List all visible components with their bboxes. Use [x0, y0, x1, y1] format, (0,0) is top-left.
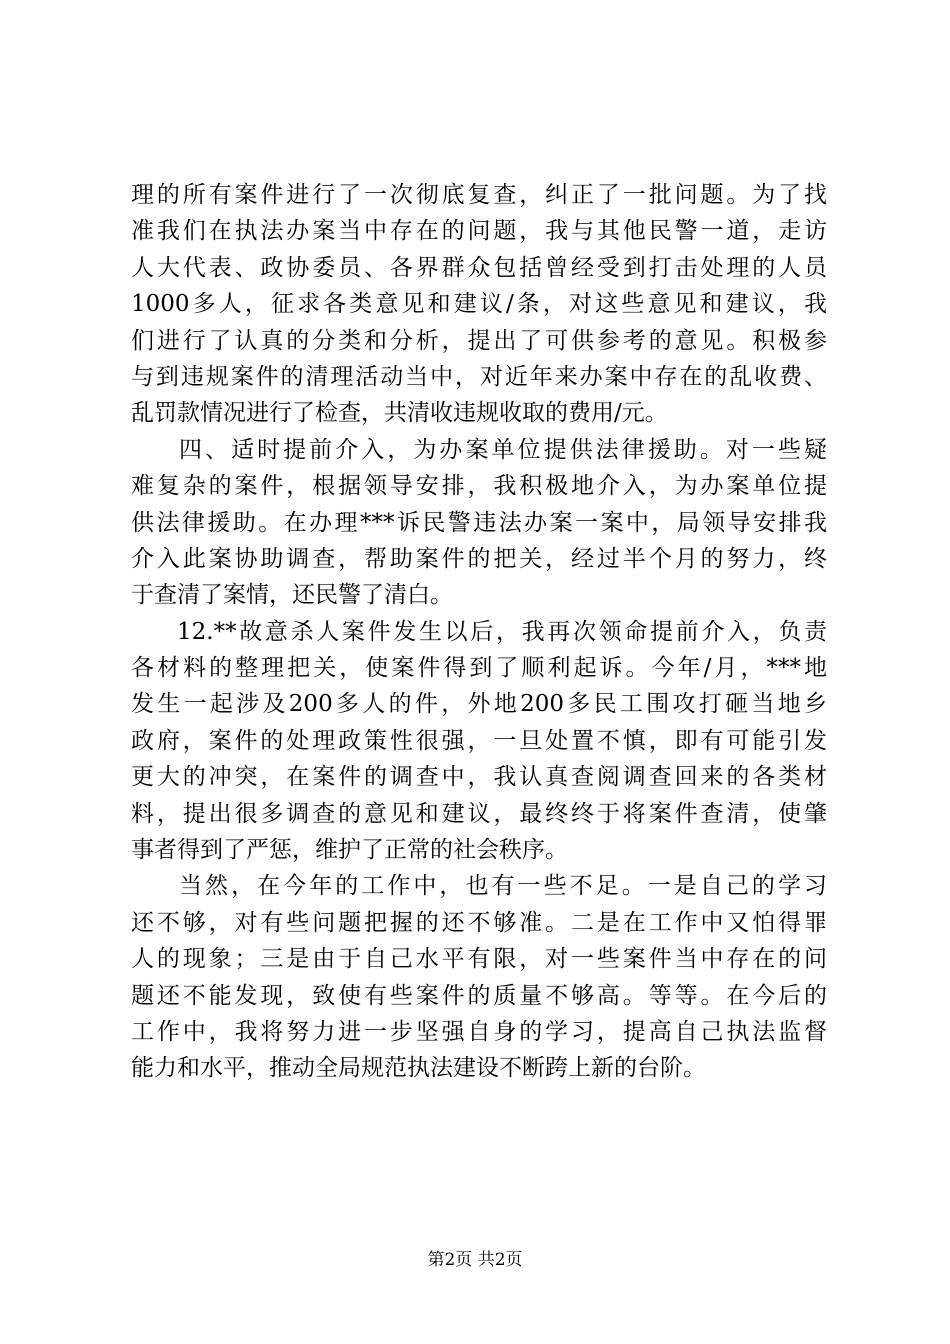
paragraph-3-line-2: 各材料的整理把关，使案件得到了顺利起诉。今年/月，***地 [131, 655, 827, 682]
page-number-footer: 第2页 共2页 [427, 1250, 523, 1270]
paragraph-4-line-4: 题还不能发现，致使有些案件的质量不够高。等等。在今后的 [131, 982, 827, 1009]
document-body [131, 177, 827, 1087]
paragraph-1-line-5: 们进行了认真的分类和分析，提出了可供参考的意见。积极参 [131, 327, 827, 354]
paragraph-3-line-4: 政府，案件的处理政策性很强，一旦处置不慎，即有可能引发 [131, 727, 827, 754]
paragraph-3-line-3: 发生一起涉及200多人的件，外地200多民工围攻打砸当地乡 [131, 691, 827, 718]
paragraph-2-line-5: 于查清了案情，还民警了清白。 [131, 582, 453, 609]
paragraph-4-line-6: 能力和水平，推动全局规范执法建设不断跨上新的台阶。 [131, 1055, 706, 1082]
paragraph-1-line-3: 人大代表、政协委员、各界群众包括曾经受到打击处理的人员 [131, 254, 827, 281]
paragraph-1-line-1: 理的所有案件进行了一次彻底复查，纠正了一批问题。为了找 [131, 182, 827, 208]
paragraph-3-line-1: 12.**故意杀人案件发生以后，我再次领命提前介入，负责 [177, 618, 827, 645]
paragraph-1-line-7: 乱罚款情况进行了检查，共清收违规收取的费用/元。 [131, 400, 668, 427]
paragraph-2-line-4: 介入此案协助调查，帮助案件的把关，经过半个月的努力，终 [131, 545, 827, 572]
paragraph-4-line-5: 工作中，我将努力进一步坚强自身的学习，提高自己执法监督 [131, 1018, 827, 1045]
paragraph-3-line-6: 料，提出很多调查的意见和建议，最终终于将案件查清，使肇 [131, 800, 827, 827]
paragraph-4-line-2: 还不够，对有些问题把握的还不够准。二是在工作中又怕得罪 [131, 909, 827, 936]
paragraph-2-line-3: 供法律援助。在办理***诉民警违法办案一案中，局领导安排我 [131, 509, 827, 536]
paragraph-4-line-1: 当然，在今年的工作中，也有一些不足。一是自己的学习 [179, 873, 827, 900]
paragraph-2-line-1: 四、适时提前介入，为办案单位提供法律援助。对一些疑 [179, 436, 827, 463]
paragraph-1-line-6: 与到违规案件的清理活动当中，对近年来办案中存在的乱收费、 [131, 363, 827, 390]
paragraph-1-line-4: 1000多人，征求各类意见和建议/条，对这些意见和建议，我 [131, 291, 827, 318]
paragraph-3-line-5: 更大的冲突，在案件的调查中，我认真查阅调查回来的各类材 [131, 764, 827, 791]
paragraph-2-line-2: 难复杂的案件，根据领导安排，我积极地介入，为办案单位提 [131, 473, 827, 500]
paragraph-4-line-3: 人的现象；三是由于自己水平有限，对一些案件当中存在的问 [131, 946, 827, 973]
paragraph-3-line-7: 事者得到了严惩，维护了正常的社会秩序。 [131, 837, 568, 864]
paragraph-1-line-2: 准我们在执法办案当中存在的问题，我与其他民警一道，走访 [131, 218, 827, 245]
